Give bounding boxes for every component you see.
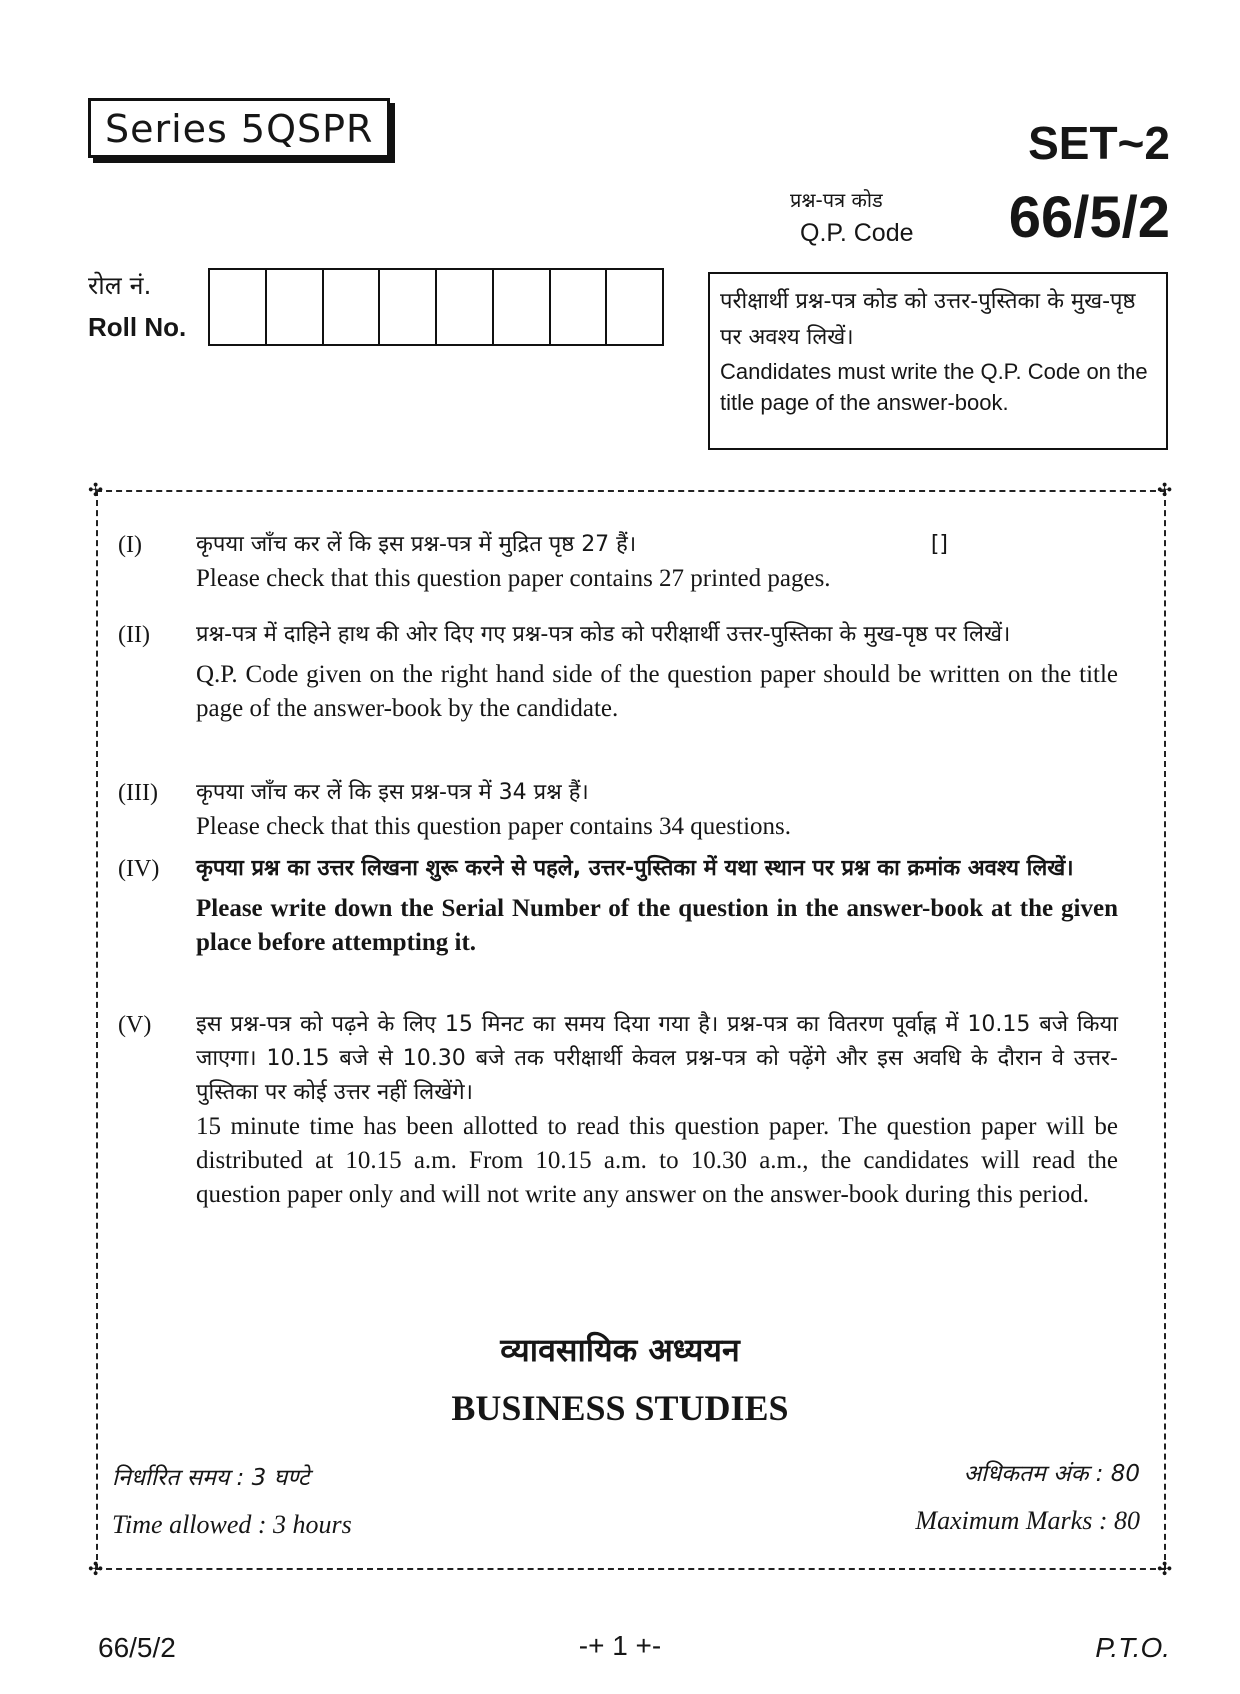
time-allowed-hindi: निर्धारित समय : 3 घण्टे	[112, 1465, 310, 1491]
frame-corner-icon: ✣	[88, 1559, 104, 1580]
candidate-note	[708, 272, 1168, 450]
maximum-marks-hindi: अधिकतम अंक : 80	[963, 1461, 1140, 1487]
maximum-marks: Maximum Marks : 80	[915, 1506, 1140, 1535]
instruction-item	[118, 528, 1118, 596]
instruction-item	[118, 776, 1118, 844]
candidate-note-english: Candidates must write the Q.P. Code on the title page of the answer-book.	[720, 359, 1148, 415]
instruction-hindi: कृपया जाँच कर लें कि इस प्रश्न-पत्र में 34 प्रश्न हैं।	[196, 780, 589, 805]
qp-code-label-hindi: प्रश्न-पत्र कोड	[790, 188, 883, 212]
roll-digit-box[interactable]	[607, 270, 662, 344]
instruction-number: (II)	[118, 622, 150, 648]
instruction-number: (I)	[118, 532, 142, 558]
subject-title: BUSINESS STUDIES	[451, 1388, 789, 1428]
roll-label-hindi: रोल नं.	[88, 271, 152, 300]
roll-digit-box[interactable]	[494, 270, 551, 344]
instruction-item	[118, 1008, 1118, 1212]
page-number: -+ 1 +-	[578, 1630, 662, 1661]
instruction-number: (III)	[118, 780, 158, 806]
roll-digit-box[interactable]	[551, 270, 608, 344]
instruction-hindi: कृपया जाँच कर लें कि इस प्रश्न-पत्र में मुद्रित पृष्ठ 27 हैं।	[196, 532, 637, 557]
footer-qp-code: 66/5/2	[98, 1632, 176, 1663]
candidate-note-hindi: परीक्षार्थी प्रश्न-पत्र कोड को उत्तर-पुस्तिका के मुख-पृष्ठ पर अवश्य लिखें।	[720, 289, 1136, 350]
subject-title-hindi: व्यावसायिक अध्ययन	[500, 1331, 740, 1369]
roll-digit-box[interactable]	[267, 270, 324, 344]
instruction-number: (V)	[118, 1012, 152, 1038]
instruction-hindi: इस प्रश्न-पत्र को पढ़ने के लिए 15 मिनट का समय दिया गया है। प्रश्न-पत्र का वितरण पूर्वाह्न में 10.15 बजे किया जाएगा। 10.15 बजे से 10.30 बजे तक परीक्षार्थी केवल प्रश्न-पत्र को पढ़ेंगे और इस अवधि के दौरान वे उत्तर-पुस्तिका पर कोई उत्तर नहीं लिखेंगे।	[196, 1012, 1118, 1105]
roll-label: Roll No.	[88, 312, 187, 342]
instruction-item	[118, 618, 1118, 726]
instruction-number: (IV)	[118, 856, 160, 882]
roll-digit-box[interactable]	[324, 270, 381, 344]
instruction-english: Q.P. Code given on the right hand side of the question paper should be written on the title page of the answer-book by the candidate.	[196, 661, 1118, 722]
instruction-english: Please check that this question paper contains 27 printed pages.	[196, 565, 831, 592]
roll-digit-box[interactable]	[210, 270, 267, 344]
instruction-item	[118, 852, 1118, 960]
please-turn-over: P.T.O.	[1095, 1632, 1170, 1663]
qp-code-value: 66/5/2	[1008, 185, 1170, 250]
frame-corner-icon: ✣	[88, 480, 104, 501]
roll-number-boxes[interactable]	[208, 268, 664, 346]
instruction-english: 15 minute time has been allotted to read this question paper. The question paper will be distributed at 10.15 a.m. From 10.15 a.m. to 10.30 a.m., the candidates will read the question paper only and will not write any answer on the answer-book during this period.	[196, 1113, 1118, 1208]
instruction-english: Please check that this question paper contains 34 questions.	[196, 813, 792, 840]
time-allowed: Time allowed : 3 hours	[112, 1510, 352, 1539]
instruction-hindi: प्रश्न-पत्र में दाहिने हाथ की ओर दिए गए प्रश्न-पत्र कोड को परीक्षार्थी उत्तर-पुस्तिका के मुख-पृष्ठ पर लिखें।	[196, 622, 1011, 647]
check-mark-box: []	[930, 532, 948, 557]
roll-digit-box[interactable]	[380, 270, 437, 344]
set-label: SET~2	[1028, 117, 1170, 169]
roll-digit-box[interactable]	[437, 270, 494, 344]
instruction-english: Please write down the Serial Number of the question in the answer-book at the given place before attempting it.	[196, 895, 1118, 956]
instruction-hindi: कृपया प्रश्न का उत्तर लिखना शुरू करने से पहले, उत्तर-पुस्तिका में यथा स्थान पर प्रश्न का क्रमांक अवश्य लिखें।	[196, 856, 1074, 881]
frame-corner-icon: ✣	[1157, 480, 1173, 501]
series-label: Series 5QSPR	[88, 98, 390, 158]
frame-corner-icon: ✣	[1157, 1559, 1173, 1580]
qp-code-label: Q.P. Code	[800, 219, 914, 247]
